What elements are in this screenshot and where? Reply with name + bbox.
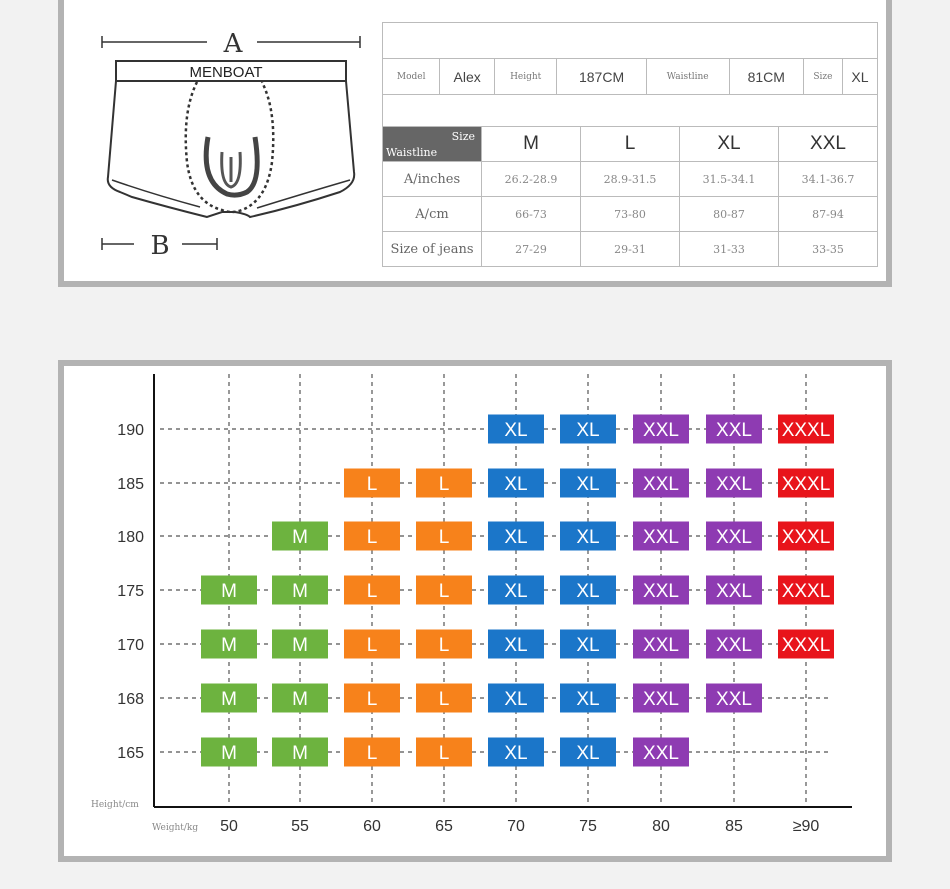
- size-cell-label: M: [292, 581, 308, 602]
- size-cell-label: XL: [504, 420, 528, 441]
- x-tick-label: 75: [579, 818, 597, 835]
- x-tick-label: 50: [220, 818, 238, 835]
- size-cell-label: L: [438, 743, 450, 764]
- table-cell: 29-31: [581, 232, 680, 267]
- x-tick-label: 80: [652, 818, 670, 835]
- size-cell-label: XXL: [716, 527, 752, 548]
- size-cell-label: M: [292, 743, 308, 764]
- model-info-table: [382, 58, 878, 95]
- y-tick-label: 168: [117, 691, 144, 708]
- waistline-value: 81CM: [729, 59, 803, 95]
- size-cell-label: XXL: [643, 474, 679, 495]
- size-cell-label: M: [221, 689, 237, 710]
- model-label: Model: [383, 59, 440, 95]
- size-table-corner: [383, 127, 482, 162]
- table-cell: 73-80: [581, 197, 680, 232]
- y-tick-label: 185: [117, 476, 144, 493]
- table-row: [383, 162, 878, 197]
- x-axis-label: Weight/kg: [152, 823, 199, 833]
- spec-header-blank: [382, 22, 878, 58]
- table-cell: 87-94: [779, 197, 878, 232]
- y-tick-label: 165: [117, 745, 144, 762]
- y-tick-label: 175: [117, 583, 144, 600]
- size-cell-label: M: [221, 743, 237, 764]
- size-cell-label: XL: [504, 581, 528, 602]
- size-cell-label: XL: [504, 635, 528, 656]
- table-cell: 33-35: [779, 232, 878, 267]
- size-cell-label: XL: [504, 743, 528, 764]
- size-cell-label: XXXL: [781, 420, 831, 441]
- size-cell-label: XXXL: [781, 635, 831, 656]
- size-cell-label: XL: [504, 689, 528, 710]
- table-row: [383, 232, 878, 267]
- size-header-m: M: [482, 127, 581, 162]
- size-cell-label: L: [366, 527, 378, 548]
- x-tick-label: 85: [725, 818, 743, 835]
- size-cell-label: L: [438, 689, 450, 710]
- size-cell-label: L: [366, 474, 378, 495]
- x-tick-label: 55: [291, 818, 309, 835]
- table-cell: 28.9-31.5: [581, 162, 680, 197]
- size-cell-label: XL: [576, 527, 600, 548]
- size-grid-chart: [64, 366, 886, 856]
- size-cell-label: XL: [576, 581, 600, 602]
- size-cell-label: XXL: [643, 743, 679, 764]
- size-cell-label: XL: [576, 420, 600, 441]
- table-cell: 31.5-34.1: [680, 162, 779, 197]
- size-header-xl: XL: [680, 127, 779, 162]
- size-cell-label: XXXL: [781, 527, 831, 548]
- table-row: [383, 197, 878, 232]
- size-label: Size: [803, 59, 842, 95]
- height-value: 187CM: [557, 59, 646, 95]
- size-cell-label: L: [366, 743, 378, 764]
- y-tick-label: 190: [117, 422, 144, 439]
- size-cell-label: XXL: [716, 635, 752, 656]
- height-label: Height: [494, 59, 556, 95]
- table-cell: 80-87: [680, 197, 779, 232]
- corner-size-label: Size: [451, 130, 475, 143]
- size-cell-label: L: [438, 527, 450, 548]
- y-tick-label: 180: [117, 529, 144, 546]
- dimension-b-label: B: [150, 231, 170, 261]
- size-cell-label: XXL: [716, 581, 752, 602]
- size-cell-label: XXL: [716, 474, 752, 495]
- size-cell-label: XXL: [643, 581, 679, 602]
- row-label-jeans: Size of jeans: [383, 232, 482, 267]
- size-cell-label: XL: [504, 474, 528, 495]
- size-cell-label: XXL: [716, 689, 752, 710]
- size-cell-label: XL: [576, 743, 600, 764]
- size-cell-label: XXL: [716, 420, 752, 441]
- size-header-xxl: XXL: [779, 127, 878, 162]
- size-cell-label: M: [292, 635, 308, 656]
- table-cell: 34.1-36.7: [779, 162, 878, 197]
- size-cell-label: XXXL: [781, 581, 831, 602]
- size-cell-label: L: [438, 581, 450, 602]
- size-cell-label: M: [221, 581, 237, 602]
- size-header-l: L: [581, 127, 680, 162]
- size-cell-label: XXL: [643, 689, 679, 710]
- model-value: Alex: [440, 59, 495, 95]
- size-table: [382, 126, 878, 267]
- size-cell-label: L: [366, 689, 378, 710]
- table-cell: 31-33: [680, 232, 779, 267]
- waistline-label: Waistline: [646, 59, 729, 95]
- underwear-diagram: [72, 22, 382, 267]
- row-label-inches: A/inches: [383, 162, 482, 197]
- size-cell-label: M: [292, 527, 308, 548]
- size-cell-label: L: [366, 635, 378, 656]
- size-cell-label: XXL: [643, 635, 679, 656]
- size-cell-label: L: [438, 474, 450, 495]
- spec-spacer: [382, 95, 878, 126]
- size-cell-label: XXL: [643, 527, 679, 548]
- y-tick-label: 170: [117, 637, 144, 654]
- row-label-cm: A/cm: [383, 197, 482, 232]
- size-cell-label: XXL: [643, 420, 679, 441]
- size-cell-label: XXXL: [781, 474, 831, 495]
- corner-waistline-label: Waistline: [386, 146, 438, 159]
- x-tick-label: 65: [435, 818, 453, 835]
- brand-label: MENBOAT: [189, 64, 263, 81]
- size-cell-label: XL: [576, 474, 600, 495]
- x-tick-label: ≥90: [792, 818, 820, 835]
- size-cell-label: XL: [504, 527, 528, 548]
- size-value: XL: [842, 59, 877, 95]
- x-tick-label: 60: [363, 818, 381, 835]
- size-cell-label: M: [292, 689, 308, 710]
- size-cell-label: XL: [576, 635, 600, 656]
- size-cell-label: L: [438, 635, 450, 656]
- y-axis-label: Height/cm: [91, 800, 139, 810]
- table-cell: 27-29: [482, 232, 581, 267]
- x-tick-label: 70: [507, 818, 525, 835]
- size-cell-label: L: [366, 581, 378, 602]
- size-cell-label: XL: [576, 689, 600, 710]
- dimension-a-label: A: [223, 29, 243, 59]
- table-cell: 66-73: [482, 197, 581, 232]
- size-cell-label: M: [221, 635, 237, 656]
- table-cell: 26.2-28.9: [482, 162, 581, 197]
